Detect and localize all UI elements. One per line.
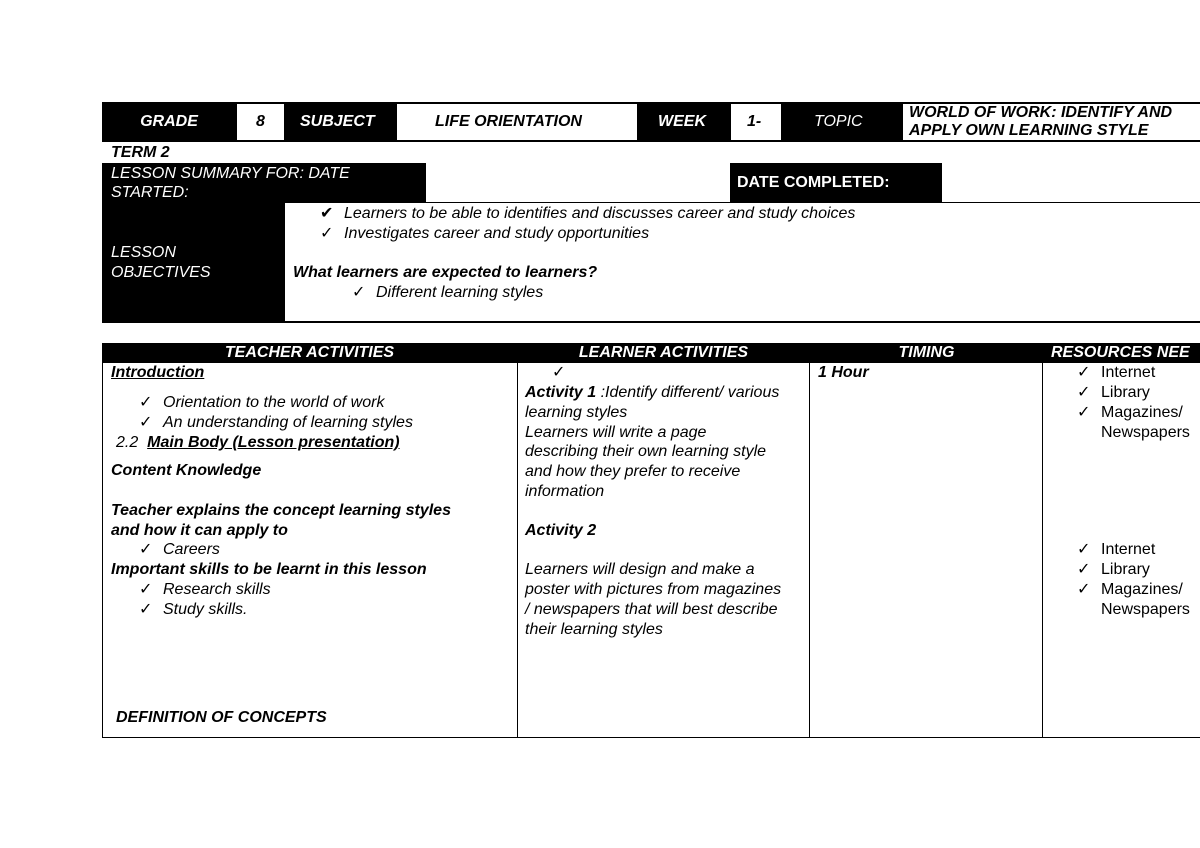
resource-item-internet-2: ✓ Internet	[1077, 541, 1156, 558]
intro-item-2: ✓ An understanding of learning styles	[139, 414, 413, 431]
check-icon: ✓	[139, 601, 153, 618]
column-divider-3	[1042, 363, 1043, 738]
summary-line-1: LESSON SUMMARY FOR: DATE	[111, 165, 350, 182]
objectives-bottom-border	[102, 321, 1200, 323]
activity-1-summary: :Identify different/ various	[596, 384, 780, 401]
resource-item-library-1: ✓ Library	[1077, 384, 1150, 401]
resource-item-newspapers-1: Newspapers	[1101, 424, 1190, 441]
activity-2-desc-3: / newspapers that will best describe	[525, 601, 778, 618]
resource-item-library-2: ✓ Library	[1077, 561, 1150, 578]
check-icon: ✓	[139, 414, 153, 431]
header-resources: RESOURCES NEE	[1043, 343, 1200, 363]
week-value: 1-	[731, 104, 781, 140]
skill-item-2: ✓ Study skills.	[139, 601, 248, 618]
objective-sub-item-1: ✓ Different learning styles	[352, 284, 544, 301]
check-icon: ✓	[320, 225, 334, 242]
objectives-line-2: OBJECTIVES	[111, 264, 211, 281]
topic-label: TOPIC	[782, 102, 902, 142]
activity-1-title: Activity 1	[525, 384, 597, 401]
skill-item-1: ✓ Research skills	[139, 581, 271, 598]
activity-1-title-line	[525, 383, 779, 403]
summary-line-2: STARTED:	[111, 184, 189, 201]
teacher-explains-1: Teacher explains the concept learning styles	[111, 502, 451, 519]
lesson-summary-label	[102, 163, 426, 203]
check-icon: ✓	[139, 394, 153, 411]
important-skills: Important skills to be learnt in this lesson	[111, 561, 427, 578]
check-icon: ✓	[139, 581, 153, 598]
header-teacher-activities: TEACHER ACTIVITIES	[102, 343, 517, 363]
resource-item-newspapers-2: Newspapers	[1101, 601, 1190, 618]
definition-of-concepts: DEFINITION OF CONCEPTS	[116, 709, 327, 726]
activity-2-desc-4: their learning styles	[525, 621, 663, 638]
activity-2-title: Activity 2	[525, 522, 597, 539]
check-icon: ✔	[320, 205, 334, 222]
objectives-line-1: LESSON	[111, 244, 176, 261]
activity-1-desc-4: information	[525, 483, 605, 500]
column-divider-2	[809, 363, 810, 738]
topic-line-1: WORLD OF WORK: IDENTIFY AND	[909, 104, 1173, 121]
content-knowledge: Content Knowledge	[111, 462, 262, 479]
table-left-border	[102, 363, 103, 738]
activity-1-desc-2: describing their own learning style	[525, 443, 767, 460]
table-bottom-border	[102, 737, 1200, 738]
intro-item-1: ✓ Orientation to the world of work	[139, 394, 385, 411]
week-label: WEEK	[639, 102, 729, 142]
topic-value	[903, 104, 1200, 140]
activity-2-desc-1: Learners will design and make a	[525, 561, 755, 578]
check-icon: ✓	[1077, 561, 1091, 578]
learner-check-icon: ✓	[552, 364, 566, 381]
resource-item-magazines-2: ✓ Magazines/	[1077, 581, 1183, 598]
term-label: TERM 2	[111, 144, 170, 161]
check-icon: ✓	[1077, 364, 1091, 381]
intro-heading: Introduction	[111, 364, 205, 381]
activity-1-desc-1: Learners will write a page	[525, 424, 707, 441]
subject-value: LIFE ORIENTATION	[397, 104, 637, 140]
objective-item-2: ✓ Investigates career and study opportunities	[320, 225, 650, 242]
grade-label: GRADE	[102, 102, 236, 142]
activity-1-line-2: learning styles	[525, 404, 628, 421]
resource-item-internet-1: ✓ Internet	[1077, 364, 1156, 381]
apply-item-1: ✓ Careers	[139, 541, 220, 558]
subject-label: SUBJECT	[286, 102, 396, 142]
resource-item-magazines-1: ✓ Magazines/	[1077, 404, 1183, 421]
main-body-heading: Main Body (Lesson presentation)	[147, 434, 400, 451]
main-body-number: 2.2	[116, 434, 139, 451]
check-icon: ✓	[1077, 541, 1091, 558]
header-timing: TIMING	[810, 343, 1043, 363]
date-completed-field[interactable]	[943, 164, 1200, 202]
header-learner-activities: LEARNER ACTIVITIES	[517, 343, 810, 363]
activity-1-desc-3: and how they prefer to receive	[525, 463, 741, 480]
check-icon: ✓	[139, 541, 153, 558]
check-icon: ✓	[1077, 404, 1091, 421]
objectives-question: What learners are expected to learners?	[293, 264, 598, 281]
check-icon: ✓	[1077, 384, 1091, 401]
objective-item-1: ✔ Learners to be able to identifies and discusses career and study choices	[320, 205, 856, 222]
topic-line-2: APPLY OWN LEARNING STYLE	[909, 122, 1149, 139]
grade-value: 8	[237, 104, 284, 140]
date-completed-label: DATE COMPLETED:	[730, 163, 942, 203]
objectives-label	[102, 203, 285, 322]
column-divider-1	[517, 363, 518, 738]
check-icon: ✓	[352, 284, 366, 301]
date-started-field[interactable]	[427, 164, 730, 202]
teacher-explains-2: and how it can apply to	[111, 522, 288, 539]
activity-2-desc-2: poster with pictures from magazines	[525, 581, 782, 598]
check-icon: ✓	[1077, 581, 1091, 598]
timing-value: 1 Hour	[818, 364, 869, 381]
main-body-line	[116, 433, 400, 453]
